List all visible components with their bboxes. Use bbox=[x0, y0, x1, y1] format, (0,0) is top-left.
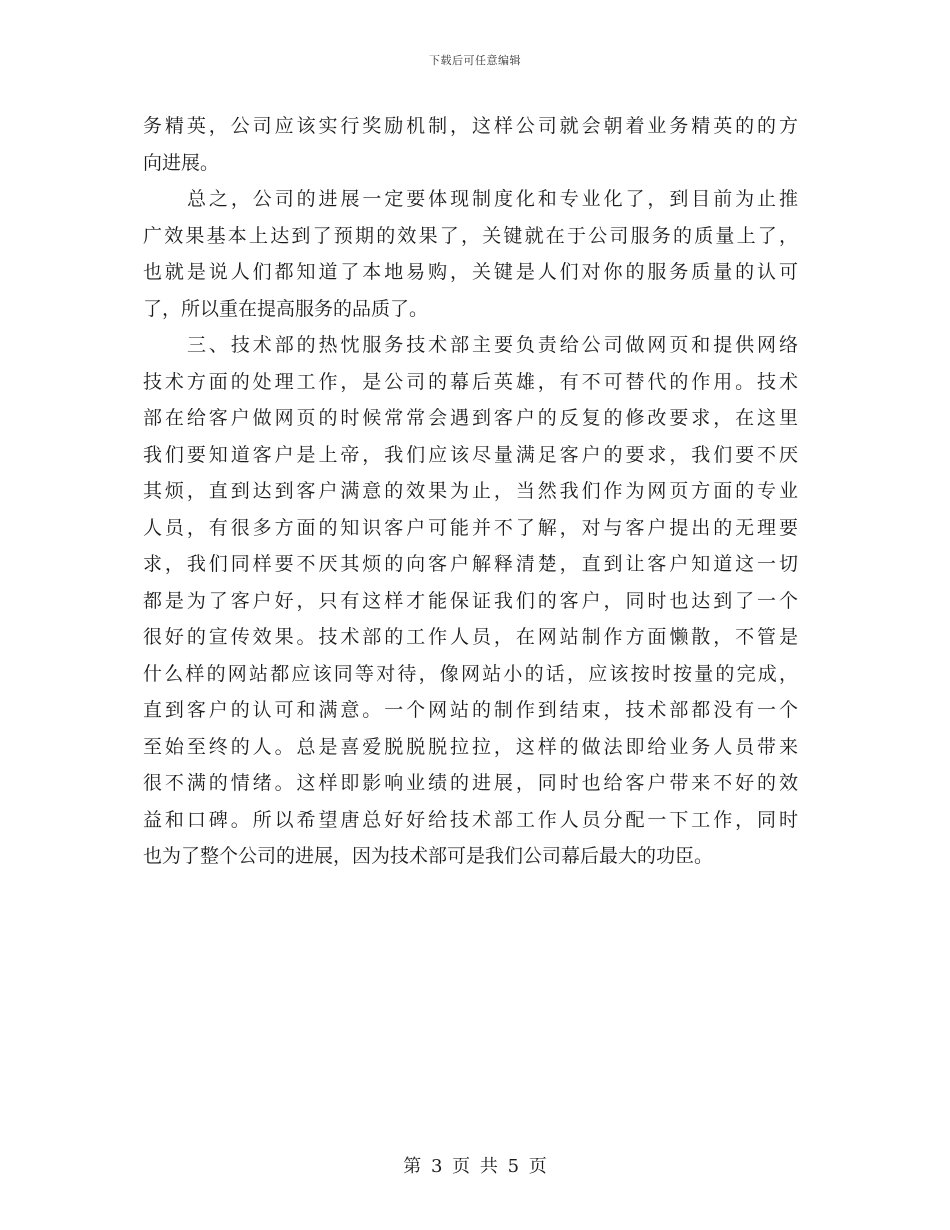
page-header: 下载后可任意编辑 bbox=[429, 54, 521, 67]
text-line: 都是为了客户好，只有这样才能保证我们的客户，同时也达到了一个 bbox=[143, 589, 798, 612]
text-line: 我们要知道客户是上帝，我们应该尽量满足客户的要求，我们要不厌 bbox=[143, 443, 798, 466]
paragraph bbox=[143, 181, 798, 327]
text-line: 至始至终的人。总是喜爱脱脱脱拉拉，这样的做法即给业务人员带来 bbox=[143, 735, 798, 758]
text-line: 向进展。 bbox=[143, 151, 220, 174]
text-line: 益和口碑。所以希望唐总好好给技术部工作人员分配一下工作，同时 bbox=[143, 808, 798, 831]
text-line: 也为了整个公司的进展，因为技术部可是我们公司幕后最大的功臣。 bbox=[143, 845, 714, 867]
paragraph bbox=[143, 108, 798, 181]
text-line: 三、技术部的热忱服务技术部主要负责给公司做网页和提供网络 bbox=[187, 334, 798, 356]
text-line: 广效果基本上达到了预期的效果了，关键就在于公司服务的质量上了， bbox=[143, 224, 798, 247]
paragraph bbox=[143, 327, 798, 875]
text-line: 技术方面的处理工作，是公司的幕后英雄，有不可替代的作用。技术 bbox=[143, 370, 798, 393]
text-line: 部在给客户做网页的时候常常会遇到客户的反复的修改要求，在这里 bbox=[143, 407, 798, 429]
text-line: 了，所以重在提高服务的品质了。 bbox=[143, 297, 429, 320]
text-line: 务精英，公司应该实行奖励机制，这样公司就会朝着业务精英的的方 bbox=[143, 115, 798, 137]
text-line: 总之，公司的进展一定要体现制度化和专业化了，到目前为止推 bbox=[187, 188, 798, 210]
text-line: 也就是说人们都知道了本地易购，关键是人们对你的服务质量的认可 bbox=[143, 261, 798, 283]
text-line: 很好的宣传效果。技术部的工作人员，在网站制作方面懒散，不管是 bbox=[143, 626, 798, 648]
document-body bbox=[143, 108, 798, 875]
text-line: 很不满的情绪。这样即影响业绩的进展，同时也给客户带来不好的效 bbox=[143, 772, 798, 794]
text-line: 直到客户的认可和满意。一个网站的制作到结束，技术部都没有一个 bbox=[143, 699, 798, 721]
text-line: 人员，有很多方面的知识客户可能并不了解，对与客户提出的无理要 bbox=[143, 516, 798, 539]
text-line: 求，我们同样要不厌其烦的向客户解释清楚，直到让客户知道这一切 bbox=[143, 553, 798, 575]
page-number-footer: 第 3 页 共 5 页 bbox=[403, 1156, 547, 1177]
text-line: 其烦，直到达到客户满意的效果为止，当然我们作为网页方面的专业 bbox=[143, 480, 798, 502]
text-line: 什么样的网站都应该同等对待，像网站小的话，应该按时按量的完成， bbox=[143, 662, 798, 685]
